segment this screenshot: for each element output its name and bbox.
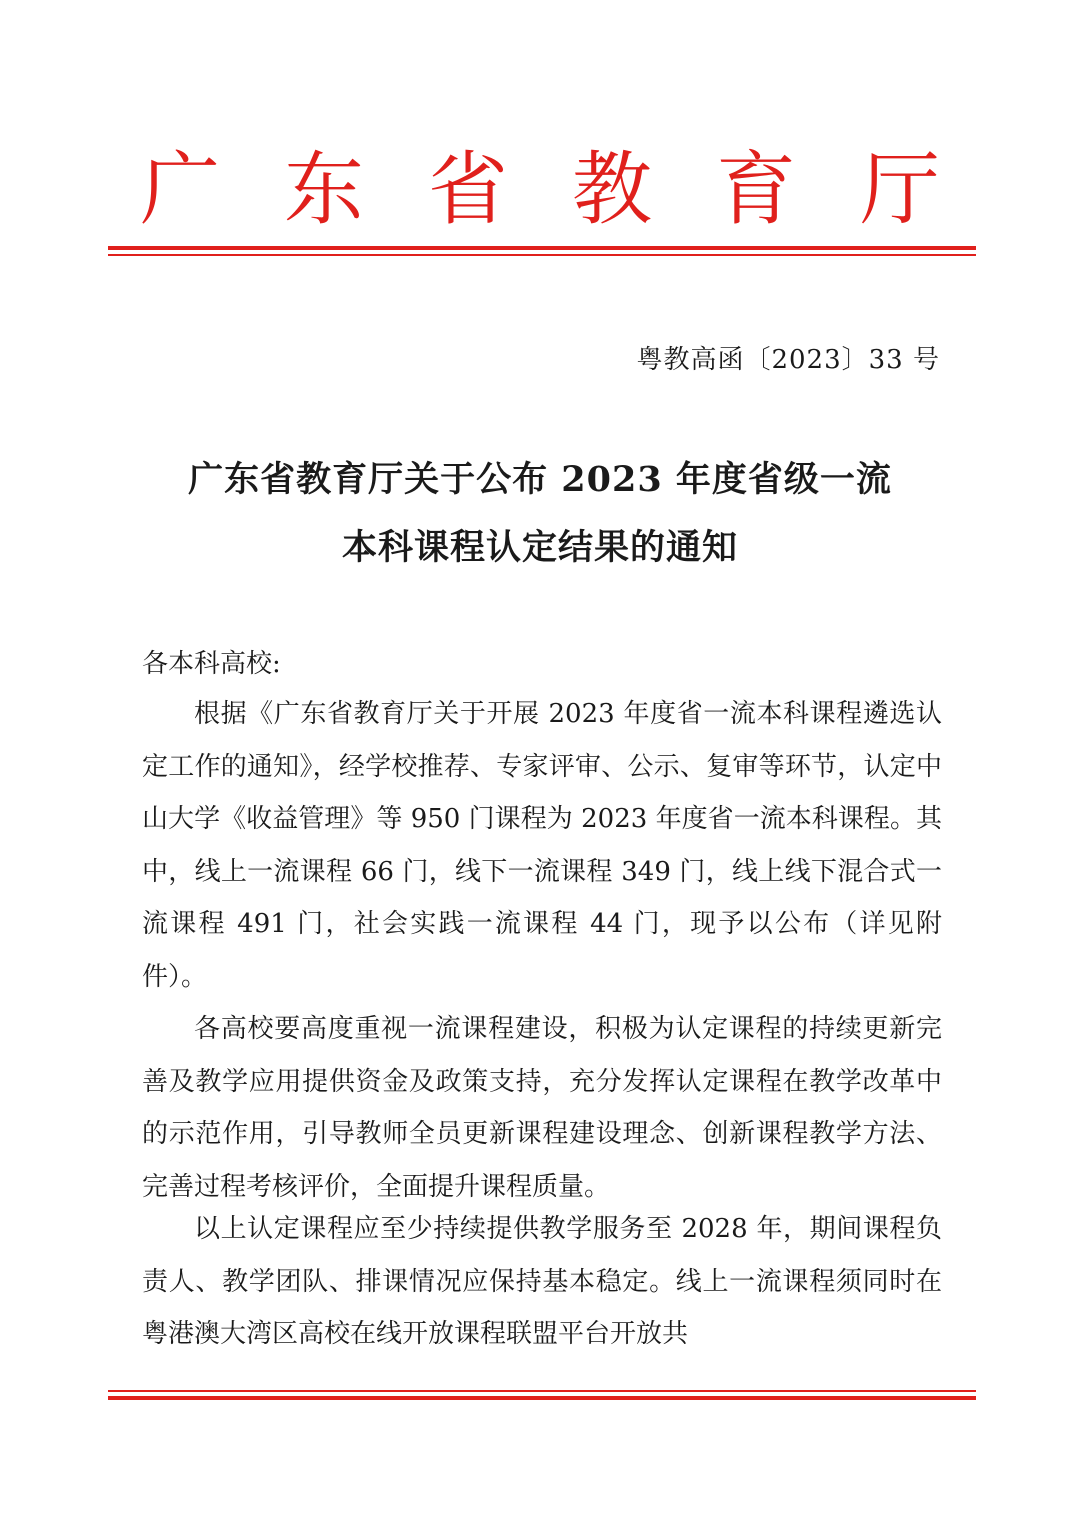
body-paragraph-1: 根据《广东省教育厅关于开展 2023 年度省一流本科课程遴选认定工作的通知》，经学校推荐、专家评审、公示、复审等环节，认定中山大学《收益管理》等 950 门课程为 2023 年度省一流本科课程。其中，线上一流课程 66 门，线下一流课程 349 门，线上线下混合式一流课程 491 门，社会实践一流课程 44 门，现予以公布（详见附件）。 [142,699,942,992]
letterhead-char: 东 [284,143,364,236]
letterhead-char: 教 [572,143,652,236]
addressee: 各本科高校: [142,649,281,679]
document-number: 粤教高函〔2023〕33 号 [636,345,940,375]
letterhead-char: 厅 [860,143,940,236]
letterhead-rule-thin [108,254,976,256]
footer-rule-thick [108,1396,976,1400]
footer-rule-thin [108,1390,976,1392]
letterhead-char: 广 [140,143,220,236]
body-paragraph-3: 以上认定课程应至少持续提供教学服务至 2028 年，期间课程负责人、教学团队、排课情况应保持基本稳定。线上一流课程须同时在粤港澳大湾区高校在线开放课程联盟平台开放共 [142,1214,942,1349]
letterhead-rule-thick [108,246,976,250]
letterhead-char: 育 [716,143,796,236]
document-title-line-1: 广东省教育厅关于公布 2023 年度省级一流 [188,459,892,500]
body-paragraph-2: 各高校要高度重视一流课程建设，积极为认定课程的持续更新完善及教学应用提供资金及政策支持，充分发挥认定课程在教学改革中的示范作用，引导教师全员更新课程建设理念、创新课程教学方法、完善过程考核评价，全面提升课程质量。 [142,1014,942,1202]
letterhead-char: 省 [428,143,508,236]
document-title-line-2: 本科课程认定结果的通知 [341,527,738,568]
letterhead-title [140,140,940,240]
